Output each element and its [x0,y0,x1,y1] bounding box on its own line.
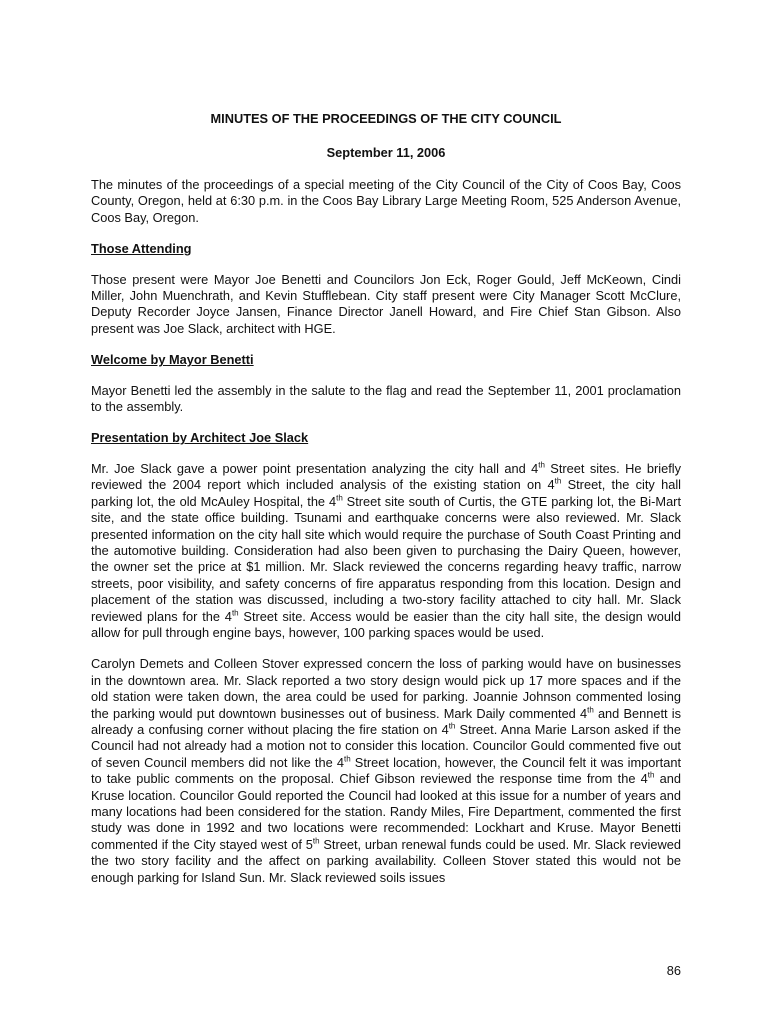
text-run: Carolyn Demets and Colleen Stover expressed concern the loss of parking would have on businesses in the downtown area. Mr. Slack reported a two story design would pick up 17 more spaces and if the old station were taken down, the area could be used for parking. Joannie Johnson commented losing the parking would put downtown businesses out of business. Mark Daily commented 4 [91,656,681,721]
ordinal-suffix: th [587,705,594,715]
intro-paragraph: The minutes of the proceedings of a special meeting of the City Council of the City of Coos Bay, Coos County, Oregon, held at 6:30 p.m. in the Coos Bay Library Large Meeting Room, 525 Anderson Avenue, Coos Bay, Oregon. [91,177,681,225]
ordinal-suffix: th [336,493,343,503]
text-run: Street site south of Curtis, the GTE parking lot, the Bi-Mart site, and the state office building. Tsunami and earthquake concerns were also reviewed. Mr. Slack presented information on the city hall site which would require the purchase of South Coast Printing and the automotive building. Consideration had also been given to purchasing the Dairy Queen, however, the owner set the price at $1 million. Mr. Slack reviewed the concerns regarding heavy traffic, narrow streets, poor visibility, and safety concerns of fire apparatus responding from this location. Design and placement of the station was discussed, including a two-story facility attached to city hall. Mr. Slack reviewed plans for the 4 [91,493,682,624]
ordinal-suffix: th [647,770,655,780]
section-heading-welcome: Welcome by Mayor Benetti [91,352,254,368]
ordinal-suffix: th [312,836,320,846]
text-run: Street sites. He briefly reviewed the 2004 report which included analysis of the existing station on 4 [91,460,681,493]
text-run: and Bennett is already a confusing corner without placing the fire station on 4 [91,705,681,737]
section-heading-presentation: Presentation by Architect Joe Slack [91,430,309,446]
presentation-paragraph-1 [91,461,681,641]
welcome-paragraph: Mayor Benetti led the assembly in the salute to the flag and read the September 11, 2001 proclamation to the assembly. [91,382,681,415]
text-run: Street. Anna Marie Larson asked if the Council had not already had a motion not to consider this location. Councilor Gould commented five out of seven Council members did not like the 4 [91,721,681,770]
text-run: Street location, however, the Council felt it was important to take public comments on the proposal. Chief Gibson reviewed the response time from the 4 [91,754,682,787]
ordinal-suffix: th [231,608,239,618]
ordinal-suffix: th [554,477,562,487]
document-title: MINUTES OF THE PROCEEDINGS OF THE CITY COUNCIL [210,111,562,126]
text-run: Street, the city hall parking lot, the old McAuley Hospital, the 4 [91,477,682,509]
ordinal-suffix: th [538,460,545,470]
ordinal-suffix: th [448,721,456,731]
meeting-date: September 11, 2006 [326,145,446,160]
text-run: and Kruse location. Councilor Gould reported the Council had looked at this issue for a number of years and many locations had been considered for the station. Randy Miles, Fire Department, commented the first study was done in 1992 and two locations were recommended: Lockhart and Kruse. Mayor Benetti commented if the City stayed west of 5 [91,771,681,852]
attending-paragraph: Those present were Mayor Joe Benetti and Councilors Jon Eck, Roger Gould, Jeff McKeown, Cindi Miller, John Muenchrath, and Kevin Stufflebean. City staff present were City Manager Scott McClure, Deputy Recorder Joyce Jansen, Finance Director Janell Howard, and Fire Chief Stan Gibson. Also present was Joe Slack, architect with HGE. [91,271,681,336]
text-run: Mr. Joe Slack gave a power point presentation analyzing the city hall and 4 [91,460,539,476]
text-run: Street, urban renewal funds could be used. Mr. Slack reviewed the two story facility and the affect on parking availability. Colleen Stover stated this would not be enough parking for Island Sun. Mr. Slack reviewed soils issues [91,836,681,885]
presentation-paragraph-2 [91,656,681,886]
document-body [91,177,681,901]
page-number: 86 [666,963,681,978]
ordinal-suffix: th [343,754,351,764]
text-run: Street site. Access would be easier than the city hall site, the design would allow for pull through engine bays, however, 100 parking spaces would be used. [91,608,681,640]
section-heading-attending: Those Attending [91,241,192,257]
